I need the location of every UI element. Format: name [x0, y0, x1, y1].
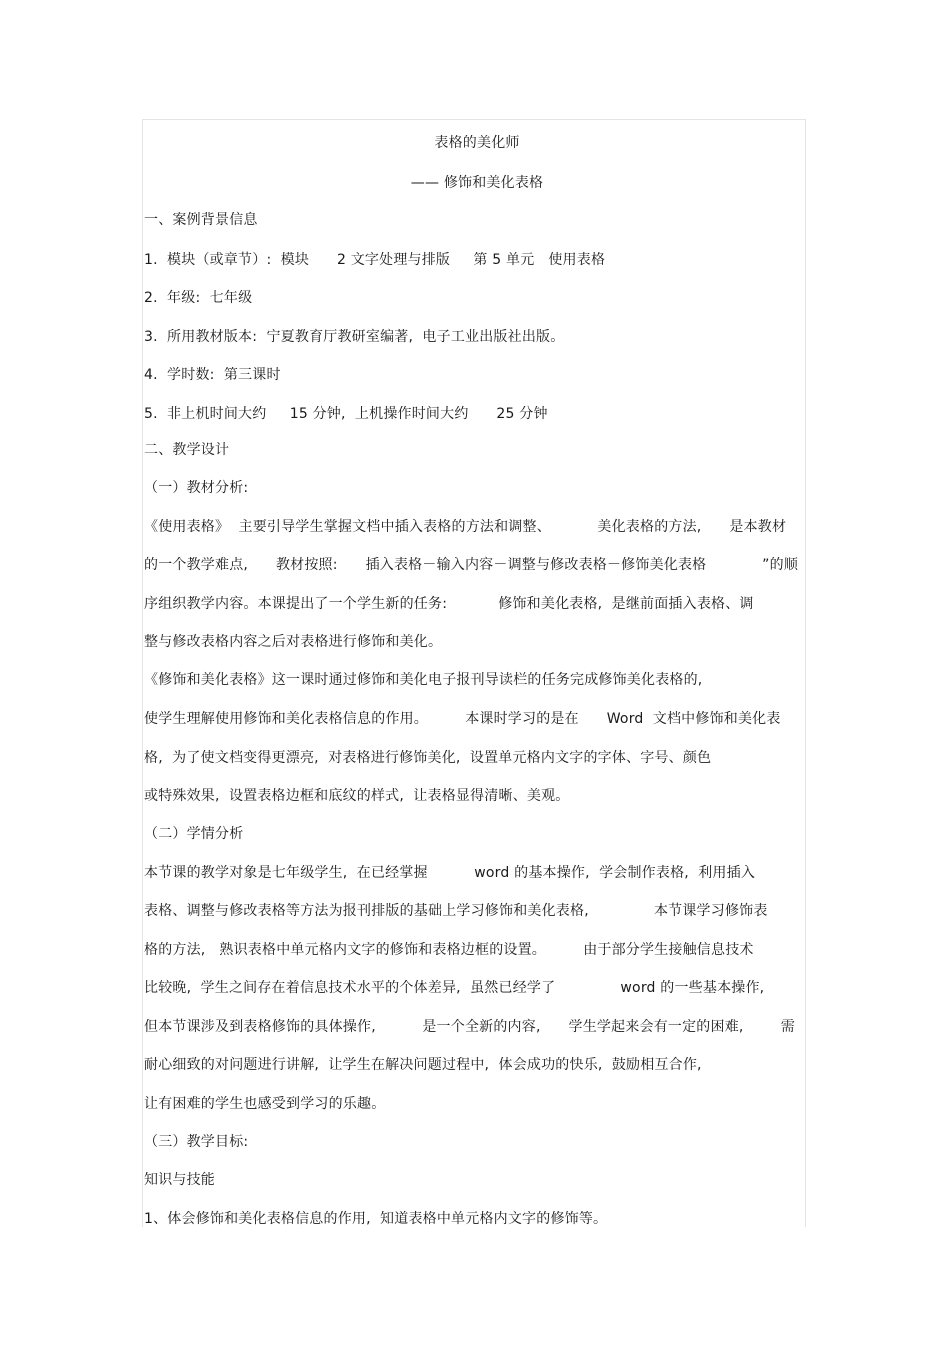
subheading-textbook-analysis: （一）教材分析: — [144, 480, 249, 496]
doc-title: 表格的美化师 — [434, 135, 520, 151]
goal-item-1: 1、体会修饰和美化表格信息的作用, 知道表格中单元格内文字的修饰等。 — [144, 1211, 608, 1227]
paragraph-line: 表格、调整与修改表格等方法为报刊排版的基础上学习修饰和美化表格, 本节课学习修饰表 — [144, 903, 768, 919]
paragraph-line: 让有困难的学生也感受到学习的乐趣。 — [144, 1096, 386, 1112]
doc-subtitle: —— 修饰和美化表格 — [410, 175, 544, 191]
info-hours: 4. 学时数: 第三课时 — [144, 367, 281, 383]
paragraph-line: 的一个教学难点, 教材按照: 插入表格－输入内容－调整与修改表格－修饰美化表格 ”的顺 — [144, 557, 799, 573]
subheading-teaching-goals: （三）教学目标: — [144, 1134, 249, 1150]
paragraph-line: 比较晚, 学生之间存在着信息技术水平的个体差异, 虽然已经学了 word 的一些基本操作, — [144, 980, 765, 996]
section-heading-background: 一、案例背景信息 — [144, 212, 258, 228]
info-textbook: 3. 所用教材版本: 宁夏教育厅教研室编著, 电子工业出版社出版。 — [144, 329, 565, 345]
subheading-student-analysis: （二）学情分析 — [144, 826, 244, 842]
paragraph-line: 耐心细致的对问题进行讲解, 让学生在解决问题过程中, 体会成功的快乐, 鼓励相互合作, — [144, 1057, 702, 1073]
info-time: 5. 非上机时间大约 15 分钟, 上机操作时间大约 25 分钟 — [144, 406, 548, 422]
paragraph-line: 本节课的教学对象是七年级学生, 在已经掌握 word 的基本操作, 学会制作表格, 利用插入 — [144, 865, 756, 881]
paragraph-line: 使学生理解使用修饰和美化表格信息的作用。 本课时学习的是在 Word 文档中修饰和美化表 — [144, 711, 781, 727]
paragraph-line: 格, 为了使文档变得更漂亮, 对表格进行修饰美化, 设置单元格内文字的字体、字号、颜色 — [144, 750, 712, 766]
section-heading-design: 二、教学设计 — [144, 442, 230, 458]
subheading-knowledge-skills: 知识与技能 — [144, 1172, 215, 1188]
paragraph-line: 或特殊效果, 设置表格边框和底纹的样式, 让表格显得清晰、美观。 — [144, 788, 570, 804]
paragraph-line: 格的方法, 熟识表格中单元格内文字的修饰和表格边框的设置。 由于部分学生接触信息技术 — [144, 942, 754, 958]
paragraph-line: 但本节课涉及到表格修饰的具体操作, 是一个全新的内容, 学生学起来会有一定的困难, 需 — [144, 1019, 795, 1035]
info-module: 1. 模块（或章节）: 模块 2 文字处理与排版 第 5 单元 使用表格 — [144, 252, 606, 268]
info-grade: 2. 年级: 七年级 — [144, 290, 253, 306]
paragraph-line: 《修饰和美化表格》这一课时通过修饰和美化电子报刊导读栏的任务完成修饰美化表格的, — [144, 672, 703, 688]
paragraph-line: 序组织教学内容。本课提出了一个学生新的任务: 修饰和美化表格, 是继前面插入表格、调 — [144, 596, 754, 612]
paragraph-line: 《使用表格》 主要引导学生掌握文档中插入表格的方法和调整、 美化表格的方法, 是本教材 — [144, 519, 787, 535]
paragraph-line: 整与修改表格内容之后对表格进行修饰和美化。 — [144, 634, 443, 650]
